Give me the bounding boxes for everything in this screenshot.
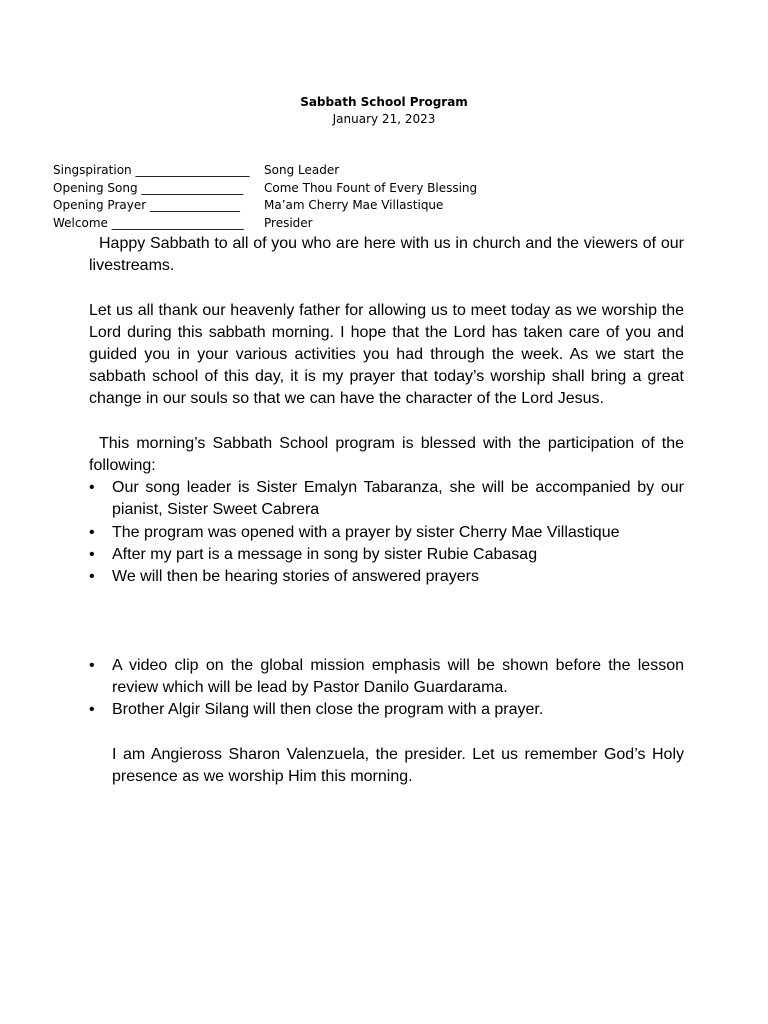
list-item	[89, 699, 684, 721]
list-item	[89, 477, 684, 521]
program-part: Opening Prayer _______________	[53, 198, 240, 213]
list-item-text: After my part is a message in song by sister Rubie Cabasag	[112, 545, 538, 563]
bullet-icon: •	[89, 656, 95, 674]
bullet-icon: •	[89, 523, 95, 541]
section-gap	[89, 588, 684, 655]
program-person: Come Thou Fount of Every Blessing	[264, 180, 478, 195]
list-item-text: We will then be hearing stories of answered prayers	[112, 568, 479, 586]
bullet-icon: •	[89, 568, 95, 586]
program-row	[53, 197, 477, 215]
closing-paragraph: I am Angieross Sharon Valenzuela, the presider. Let us remember God’s Holy presence as we worship Him this morning.	[112, 745, 684, 785]
document-date: January 21, 2023	[332, 112, 436, 126]
list-item	[89, 655, 684, 699]
closing-list	[89, 655, 684, 722]
program-person: Presider	[264, 216, 313, 231]
list-item	[89, 522, 684, 544]
bullet-icon: •	[89, 701, 95, 719]
list-item-text: A video clip on the global mission emphasis will be shown before the lesson review which will be lead by Pastor Danilo Guardarama.	[112, 656, 684, 697]
program-part: Singspiration ___________________	[53, 163, 250, 177]
list-item-text: Brother Algir Silang will then close the program with a prayer.	[112, 701, 544, 719]
list-item-text: The program was opened with a prayer by sister Cherry Mae Villastique	[112, 523, 620, 541]
list-item-text: Our song leader is Sister Emalyn Tabaranza, she will be accompanied by our pianist, Sister Sweet Cabrera	[112, 479, 684, 519]
thanks-paragraph: Let us all thank our heavenly father for allowing us to meet today as we worship the Lord during this sabbath morning. I hope that the Lord has taken care of you and guided you in your various activities you had through the week. As we start the sabbath school of this day, it is my prayer that today’s worship shall bring a great change in our souls so that we can have the character of the Lord Jesus.	[89, 301, 684, 408]
document-header	[0, 94, 768, 128]
program-list	[53, 162, 477, 233]
speech-body	[89, 233, 684, 788]
program-row	[53, 215, 477, 233]
bullet-icon: •	[89, 479, 95, 497]
list-item	[89, 566, 684, 588]
program-part: Welcome ______________________	[53, 216, 244, 231]
program-row	[53, 180, 477, 198]
program-person: Ma’am Cherry Mae Villastique	[264, 198, 444, 213]
paragraph-gap	[89, 411, 684, 433]
greeting-paragraph: Happy Sabbath to all of you who are here with us in church and the viewers of our livestreams.	[89, 235, 684, 275]
program-person: Song Leader	[264, 163, 340, 177]
paragraph-gap	[89, 721, 684, 743]
list-item	[89, 544, 684, 566]
bullet-icon: •	[89, 545, 95, 563]
program-part: Opening Song _________________	[53, 180, 244, 195]
paragraph-gap	[89, 277, 684, 299]
document-title: Sabbath School Program	[300, 95, 468, 109]
participants-list	[89, 477, 684, 588]
program-row	[53, 162, 477, 180]
intro-paragraph: This morning’s Sabbath School program is blessed with the participation of the following:	[89, 434, 684, 474]
